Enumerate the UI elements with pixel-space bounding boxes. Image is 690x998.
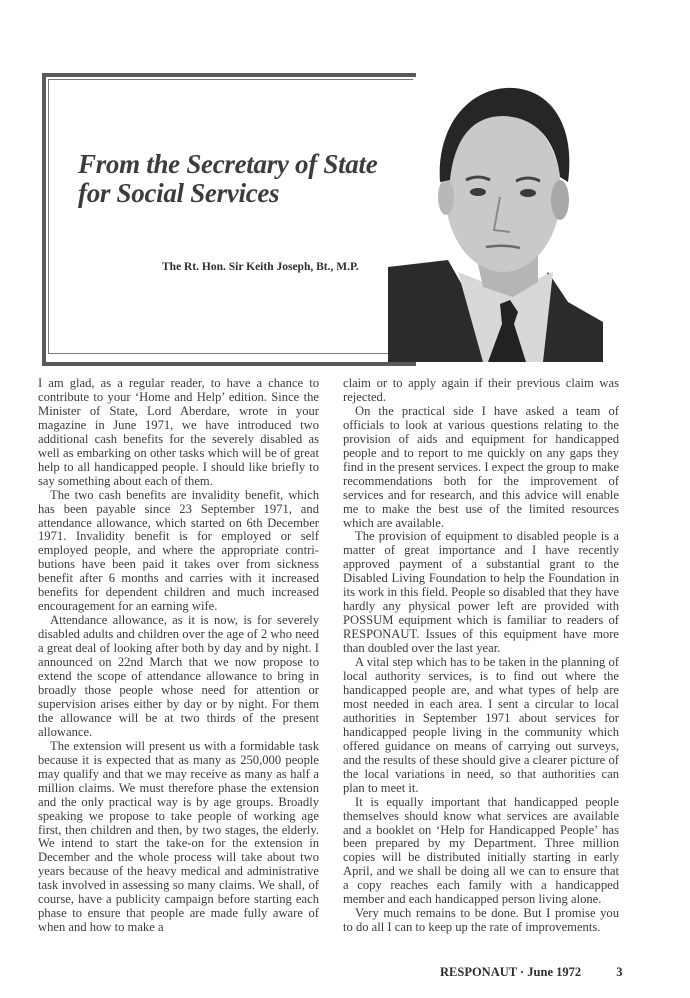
- paragraph: On the practical side I have asked a team of officials to look at various questions relating to the provision of aids and equipment for handicapped people and to report to me quickly on any gaps they find in the present services. I expect the group to make recommendations both for the improvement of services and for research, and this advice will enable me to make the best use of the limited resources which are available.: [343, 403, 619, 530]
- title-line-2: for Social Services: [78, 178, 280, 208]
- portrait-ear-left: [438, 179, 454, 215]
- paragraph: The two cash benefits are invalidity benefit, which has been payable since 23 September 1971, and attendance allowance, which started on 6th December 1971. Invalidity benefit is for employed or self employed people, and where the appropriate contributions have been paid it takes over from sickness benefit after 6 months and carries with it increased benefits for dependent children and much increased encouragement for an earning wife.: [38, 487, 319, 614]
- header-frame-inner: [48, 79, 413, 354]
- portrait-ear-right: [551, 180, 569, 220]
- publication-name-date: RESPONAUT · June 1972: [440, 965, 582, 979]
- article-title: [78, 150, 418, 208]
- portrait-photo: [388, 72, 608, 362]
- article-column-left: [38, 377, 319, 935]
- paragraph: claim or to apply again if their previous claim was rejected.: [343, 376, 619, 404]
- paragraph: Attendance allowance, as it is now, is for severely disabled adults and children over the age of 2 who need a great deal of looking after both by day and by night. I announced on 22nd March that we now propose to extend the scope of attendance allowance to bring in broadly those people whose need for attention or supervision arises either by day or by night. For them the allowance will be at two thirds of the present allowance.: [38, 613, 319, 739]
- paragraph: A vital step which has to be taken in the planning of local authority services, is to find out where the handicapped people are, and what types of help are most needed in each area. I sent a circular to local authorities in September 1971 about services for handicapped people living in the community which offered guidance on means of carrying out surveys, and the results of these should give a clearer picture of the local variations in need, so that authorities can plan to meet it.: [343, 655, 619, 795]
- page-footer: [440, 965, 623, 980]
- article-column-right: [343, 377, 619, 935]
- portrait-eye-left: [470, 188, 486, 196]
- paragraph: The extension will present us with a formidable task because it is expected that as many as 250,000 people may qualify and that we may receive as many as half a million claims. We must therefore phase the extension and the only practical way is by age groups. Broadly speaking we propose to take people of working age first, then children and then, by two stages, the elderly. We intend to start the take-on for the extension in December and the whole process will take about two years because of the heavy medical and administrative task involved in assessing so many claims. We shall, of course, have a publicity campaign before starting each phase to ensure that people are made fully aware of when and how to make a: [38, 738, 319, 935]
- portrait-eye-right: [520, 189, 536, 197]
- paragraph: I am glad, as a regular reader, to have a chance to contribute to your ‘Home and Help’ edition. Since the Minister of State, Lord Aberdare, wrote in your magazine in June 1971, we have introduced two additional cash benefits for the severely disabled as well as embarking on other tasks which will be of great help to all handicapped people. I should like briefly to say something about each of them.: [38, 376, 319, 488]
- title-line-1: From the Secretary of State: [78, 149, 378, 179]
- paragraph: The provision of equipment to disabled people is a matter of great importance and I have recently approved payment of a substantial grant to the Disabled Living Foundation to help the Foundation in its work in this field. People so disabled that they have hardly any physical power left are provided with POSSUM equipment which is familiar to readers of RESPONAUT. Issues of this equipment have more than doubled over the last year.: [343, 529, 619, 656]
- page-number: 3: [616, 965, 623, 979]
- paragraph: Very much remains to be done. But I promise you to do all I can to keep up the rate of improvements.: [343, 906, 619, 935]
- author-byline: The Rt. Hon. Sir Keith Joseph, Bt., M.P.: [162, 261, 359, 273]
- paragraph: It is equally important that handicapped people themselves should know what services are available and a booklet on ‘Help for Handicapped People’ has been prepared by my Department. Three million copies will be distributed initially starting in early April, and we shall be doing all we can to ensure that a copy reaches each family with a handicapped member and each handicapped person living alone.: [343, 794, 619, 907]
